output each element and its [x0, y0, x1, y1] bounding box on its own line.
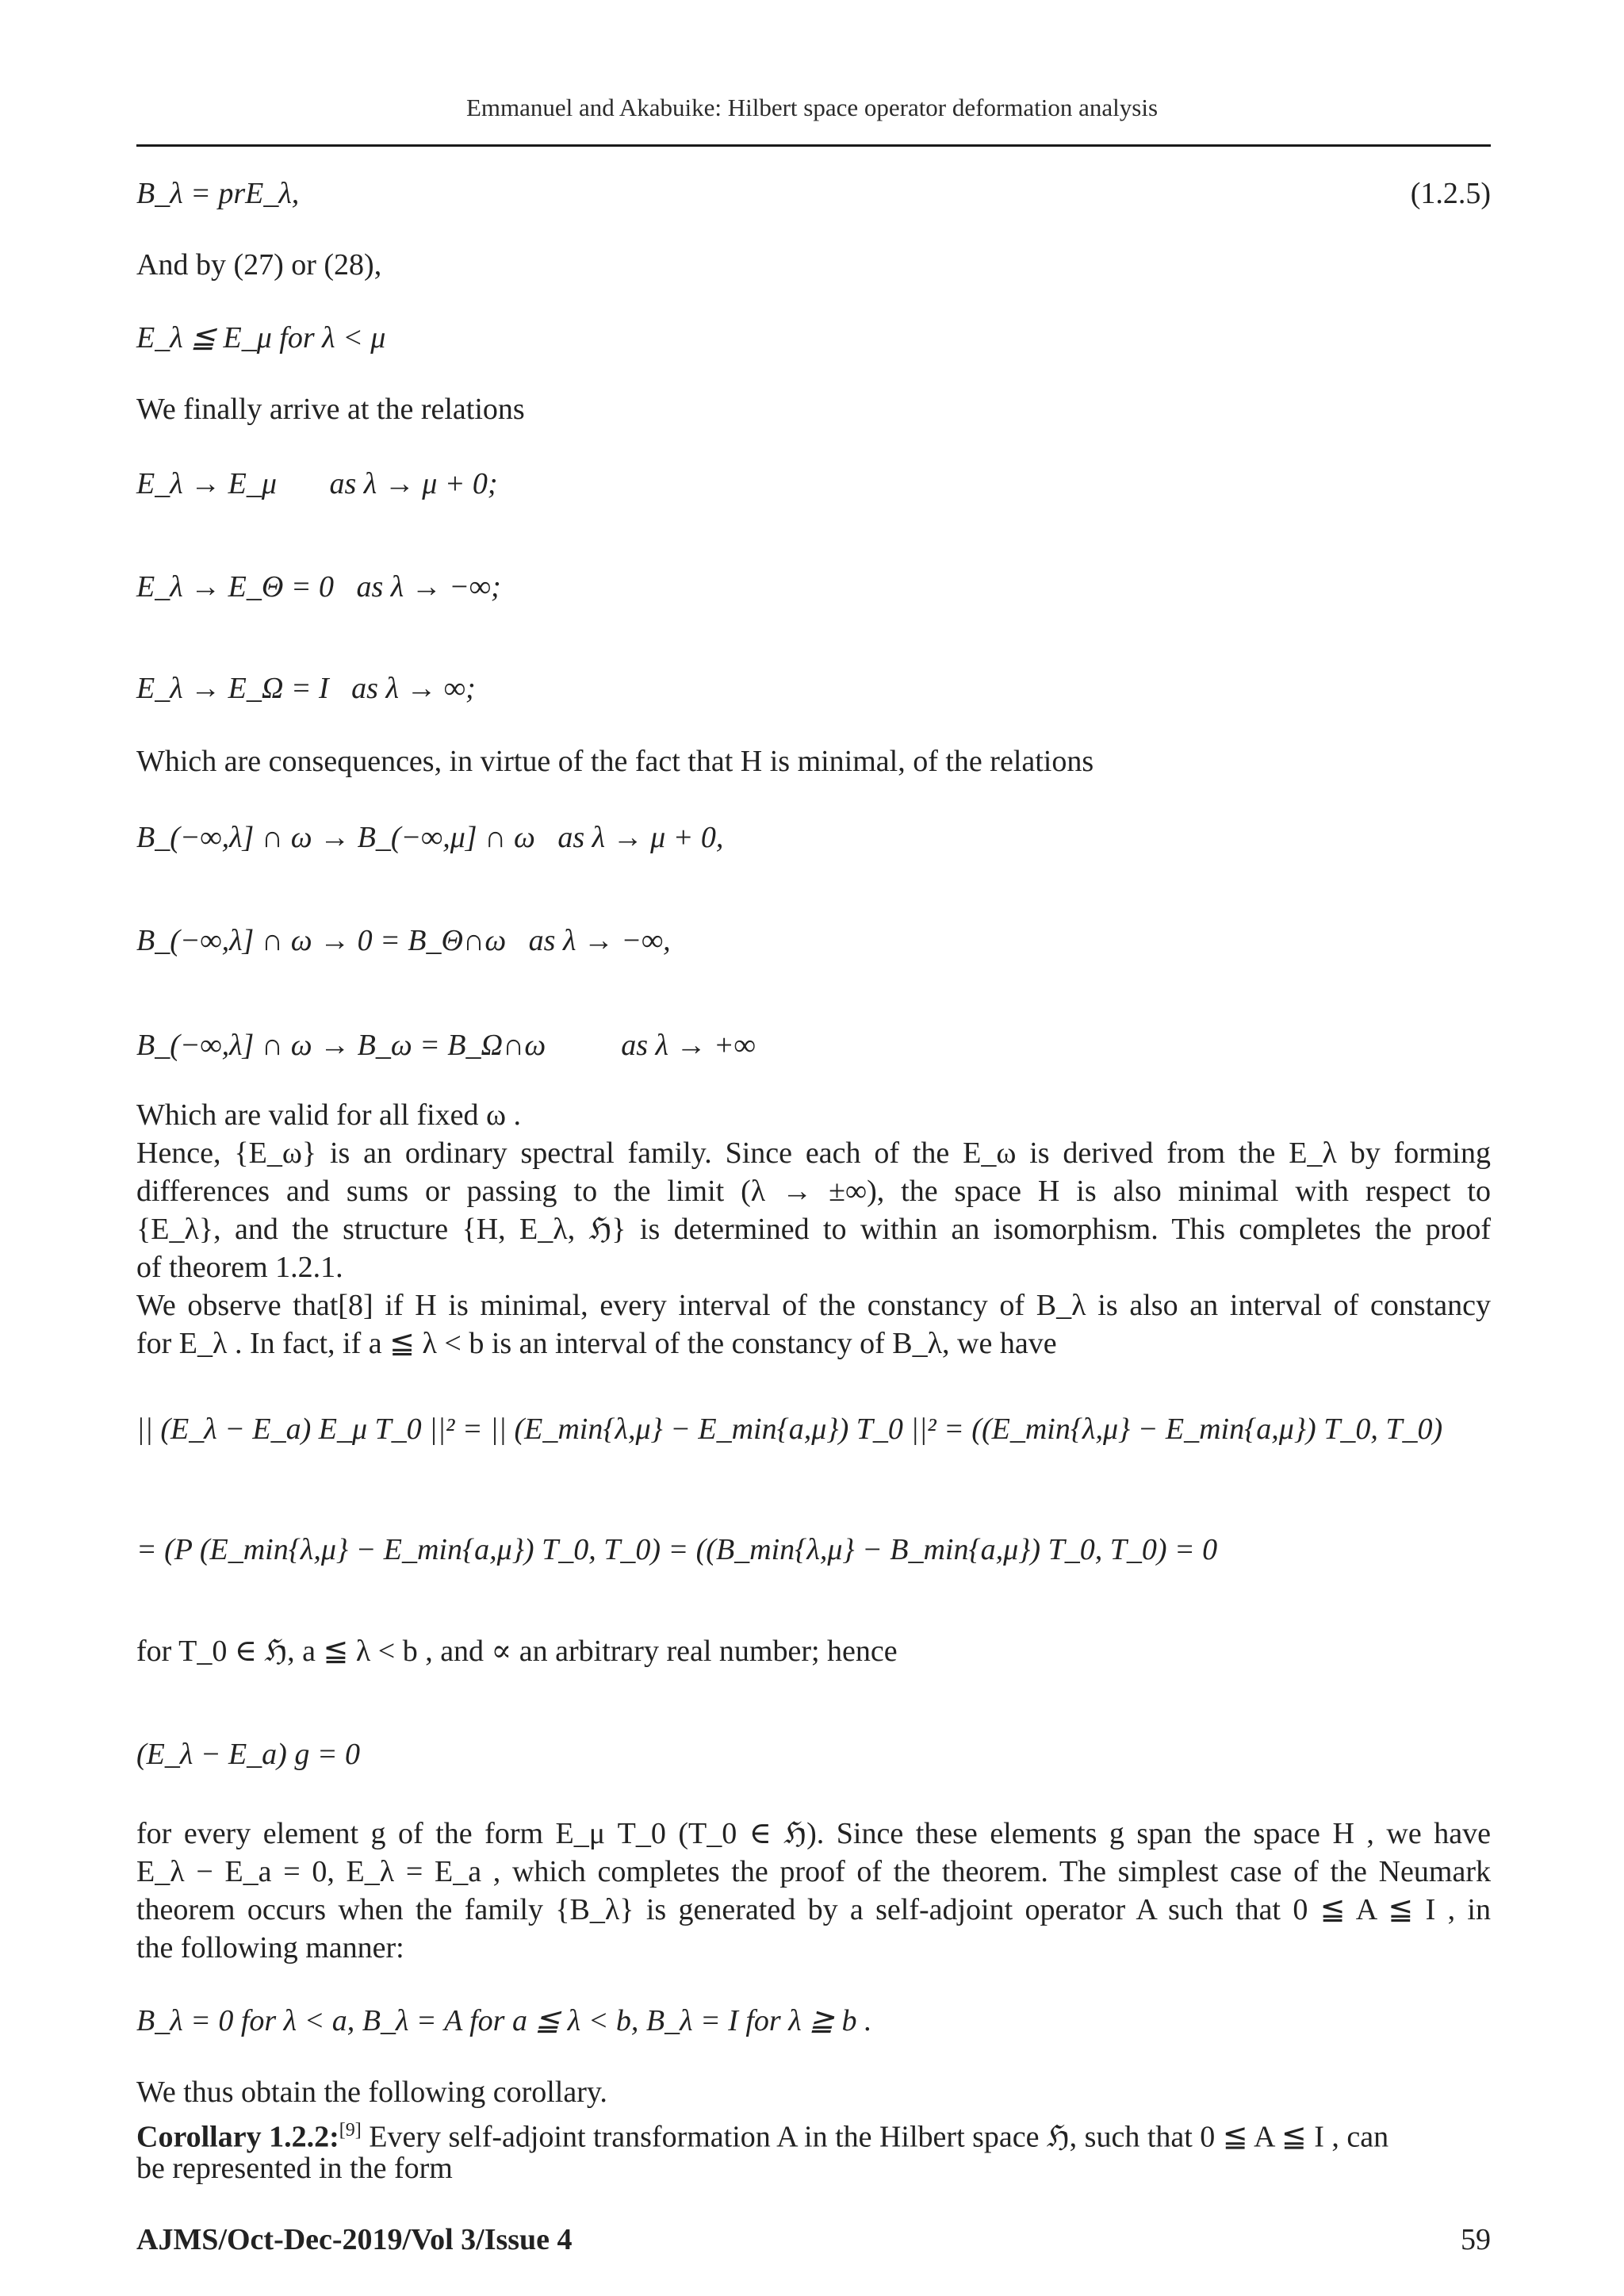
- paragraph-3-line-2: E_λ − E_a = 0, E_λ = E_a , which completes the proof of the theorem. The simplest case of the Neumark: [136, 1855, 1491, 1888]
- inequality-lambda-mu: E_λ ≦ E_μ for λ < μ: [136, 321, 386, 355]
- b-relation-1: B_(−∞,λ] ∩ ω → B_(−∞,μ] ∩ ω as λ → μ + 0,: [136, 821, 724, 854]
- text-and-by: And by (27) or (28),: [136, 248, 382, 282]
- long-equation-1: || (E_λ − E_a) E_μ T_0 ||² = || (E_min{λ,μ} − E_min{a,μ}) T_0 ||² = ((E_min{λ,μ} − E_min{a,μ}) T_0, T_0): [136, 1412, 1443, 1446]
- paragraph-1-line-3: {E_λ}, and the structure {H, E_λ, ℌ} is determined to within an isomorphism. This completes the proof: [136, 1213, 1491, 1246]
- text-for-t0: for T_0 ∈ ℌ, a ≦ λ < b , and ∝ an arbitrary real number; hence: [136, 1635, 898, 1668]
- paragraph-1-line-2: differences and sums or passing to the limit (λ → ±∞), the space H is also minimal with respect to: [136, 1175, 1491, 1208]
- text-which-are-consequences: Which are consequences, in virtue of the fact that H is minimal, of the relations: [136, 745, 1094, 778]
- corollary-line-2: be represented in the form: [136, 2152, 453, 2185]
- corollary-line-1: [136, 2113, 1388, 2155]
- running-head: Emmanuel and Akabuike: Hilbert space operator deformation analysis: [465, 94, 1159, 121]
- paragraph-1-line-1: Hence, {E_ω} is an ordinary spectral family. Since each of the E_ω is derived from the E_λ by forming: [136, 1137, 1491, 1170]
- text-valid-fixed: Which are valid for all fixed ω .: [136, 1098, 522, 1132]
- paragraph-1-line-4: of theorem 1.2.1.: [136, 1251, 343, 1284]
- paragraph-3-line-1: for every element g of the form E_μ T_0 (T_0 ∈ ℌ). Since these elements g span the space H , we have: [136, 1817, 1491, 1850]
- long-equation-2: = (P (E_min{λ,μ} − E_min{a,μ}) T_0, T_0) = ((B_min{λ,μ} − B_min{a,μ}) T_0, T_0) = 0: [136, 1533, 1218, 1566]
- corollary-label: Corollary 1.2.2:: [136, 2120, 339, 2154]
- relation-1: E_λ → E_μ as λ → μ + 0;: [136, 467, 498, 500]
- equation-number-1-2-5: (1.2.5): [1410, 177, 1491, 210]
- text-we-finally: We finally arrive at the relations: [136, 393, 525, 426]
- b-cases-equation: B_λ = 0 for λ < a, B_λ = A for a ≦ λ < b, B_λ = I for λ ≧ b .: [136, 2004, 872, 2037]
- b-relation-3: B_(−∞,λ] ∩ ω → B_ω = B_Ω∩ω as λ → +∞: [136, 1029, 756, 1062]
- corollary-reference: [9]: [339, 2120, 362, 2141]
- relation-2: E_λ → E_Θ = 0 as λ → −∞;: [136, 570, 501, 604]
- header-rule: [136, 144, 1491, 147]
- paragraph-2-line-2: for E_λ . In fact, if a ≦ λ < b is an interval of the constancy of B_λ, we have: [136, 1327, 1057, 1360]
- equation-g: (E_λ − E_a) g = 0: [136, 1738, 360, 1771]
- paragraph-2-line-1: We observe that[8] if H is minimal, every interval of the constancy of B_λ is also an interval of constancy: [136, 1289, 1491, 1322]
- paragraph-3-line-3: theorem occurs when the family {B_λ} is generated by a self-adjoint operator A such that 0 ≦ A ≦ I , in: [136, 1893, 1491, 1926]
- corollary-text-1: Every self-adjoint transformation A in the Hilbert space ℌ, such that 0 ≦ A ≦ I , can: [361, 2120, 1389, 2154]
- equation-1-2-5: B_λ = prE_λ,: [136, 177, 300, 210]
- text-we-thus: We thus obtain the following corollary.: [136, 2076, 607, 2109]
- b-relation-2: B_(−∞,λ] ∩ ω → 0 = B_Θ∩ω as λ → −∞,: [136, 924, 671, 957]
- paragraph-3-line-4: the following manner:: [136, 1931, 404, 1964]
- footer-journal: AJMS/Oct-Dec-2019/Vol 3/Issue 4: [136, 2223, 573, 2256]
- relation-3: E_λ → E_Ω = I as λ → ∞;: [136, 672, 476, 705]
- footer-page-number: 59: [1461, 2223, 1491, 2256]
